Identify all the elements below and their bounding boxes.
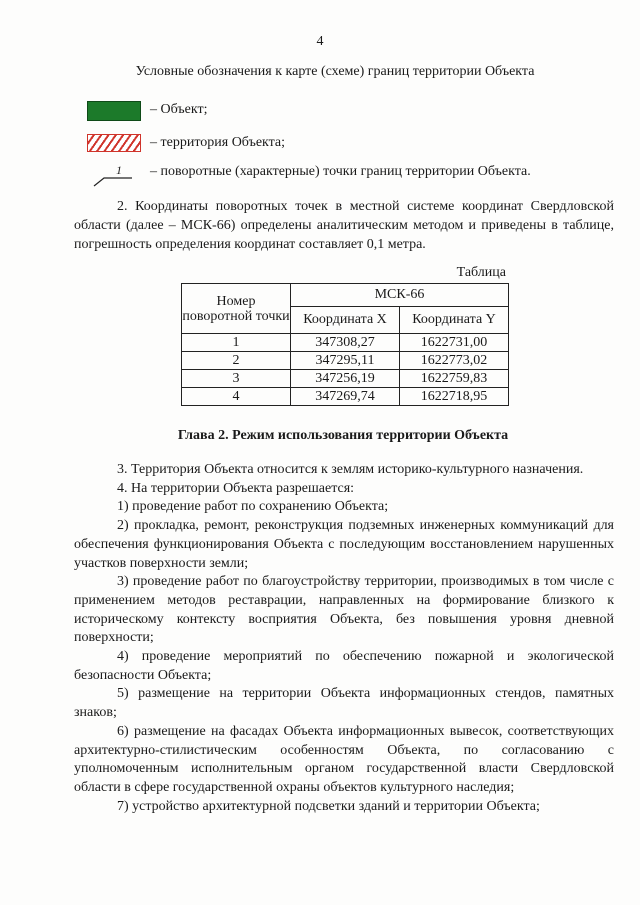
item-5: 5) размещение на территории Объекта информационных стендов, памятных знаков;	[74, 686, 614, 721]
item-2: 2) прокладка, ремонт, реконструкция подземных инженерных коммуникаций для обеспечения функционирования Объекта с последующим восстановлением нарушенных участков поверхности земли;	[74, 518, 614, 571]
item-3: 3) проведение работ по благоустройству территории, производимых в том числе с применением методов реставрации, направленных на формирование близкого к историческому контексту восприятия Объекта, без повышения уровня дневной поверхности;	[74, 574, 614, 646]
legend-object-label: – Объект;	[150, 102, 208, 117]
cell-point: 4	[182, 388, 291, 406]
body-text	[74, 461, 614, 816]
cell-x: 347256,19	[291, 370, 400, 388]
cell-x: 347269,74	[291, 388, 400, 406]
item-7: 7) устройство архитектурной подсветки зданий и территории Объекта;	[117, 798, 540, 814]
header-coord-x: Координата X	[291, 307, 400, 334]
legend-points-label: – поворотные (характерные) точки границ территории Объекта.	[150, 164, 531, 179]
cell-y: 1622773,02	[400, 352, 509, 370]
table-label: Таблица	[456, 265, 506, 280]
page-number: 4	[316, 34, 324, 49]
table-row	[182, 334, 509, 352]
header-point-number: Номер поворотной точки	[182, 284, 291, 334]
cell-point: 3	[182, 370, 291, 388]
cell-point: 2	[182, 352, 291, 370]
cell-x: 347295,11	[291, 352, 400, 370]
header-coord-y: Координата Y	[400, 307, 509, 334]
cell-x: 347308,27	[291, 334, 400, 352]
header-msk66: МСК-66	[291, 284, 509, 307]
coordinates-table	[181, 283, 509, 406]
paragraph-2	[74, 197, 614, 254]
cell-y: 1622718,95	[400, 388, 509, 406]
legend-territory-swatch	[87, 134, 141, 152]
table-row	[182, 388, 509, 406]
legend-object-swatch	[87, 101, 141, 121]
cell-y: 1622759,83	[400, 370, 509, 388]
cell-y: 1622731,00	[400, 334, 509, 352]
legend-territory-label: – территория Объекта;	[150, 135, 286, 150]
table-row	[182, 370, 509, 388]
turning-point-label: 1	[116, 163, 122, 177]
paragraph-4: 4. На территории Объекта разрешается:	[117, 480, 355, 496]
cell-point: 1	[182, 334, 291, 352]
item-4: 4) проведение мероприятий по обеспечению пожарной и экологической безопасности Объекта;	[74, 649, 614, 683]
chapter-title: Глава 2. Режим использования территории Объекта	[177, 428, 509, 443]
paragraph-3: 3. Территория Объекта относится к землям историко-культурного назначения.	[117, 462, 584, 477]
turning-point-icon	[90, 160, 140, 190]
table-row	[182, 352, 509, 370]
paragraph-2-text: 2. Координаты поворотных точек в местной системе координат Свердловской области (далее – МСК-66) определены аналитическим методом и приведены в таблице, погрешность определения координат составляет 0,1 метра.	[74, 199, 614, 252]
item-6: 6) размещение на фасадах Объекта информационных вывесок, соответствующих архитектурно-стилистическим особенностям Объекта, по согласованию с уполномоченным исполнительным органом государственной власти Свердловской области в сфере государственной охраны объектов культурного наследия;	[74, 723, 614, 795]
legend-title: Условные обозначения к карте (схеме) границ территории Объекта	[135, 64, 535, 79]
item-1: 1) проведение работ по сохранению Объекта;	[117, 499, 389, 515]
